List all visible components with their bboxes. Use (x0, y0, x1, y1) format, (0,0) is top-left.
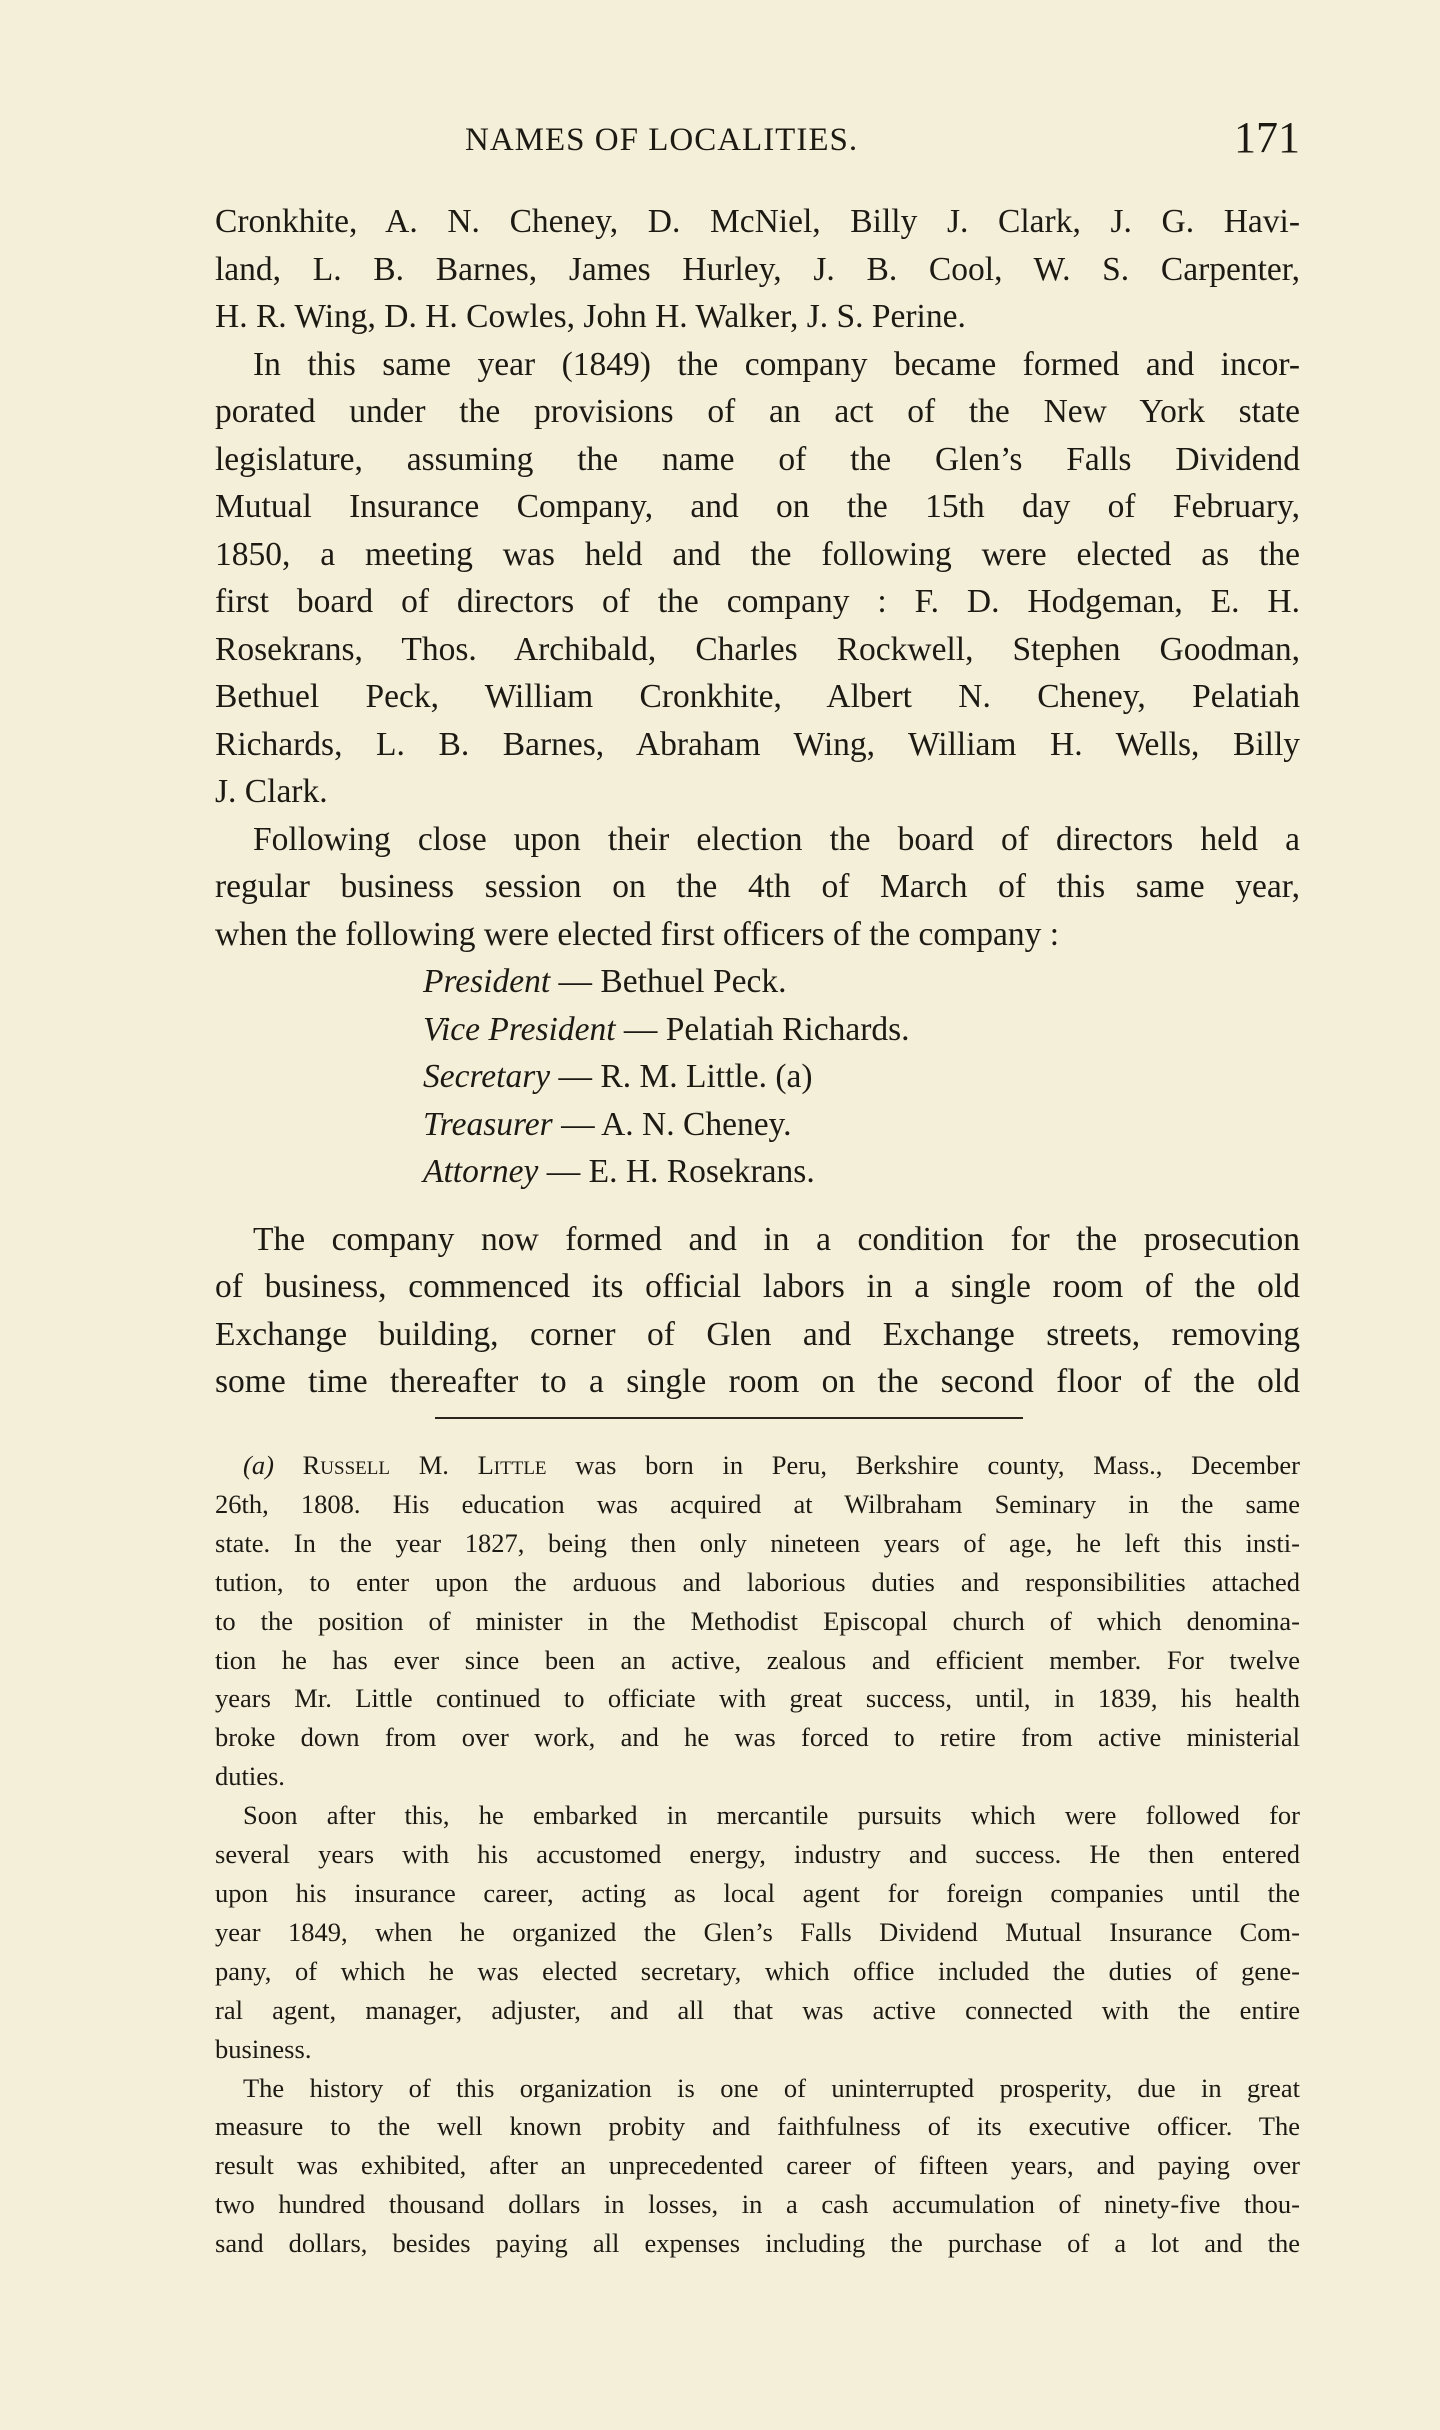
text-line: legislature, assuming the name of the Glen’s Falls Dividend (215, 440, 1300, 478)
text-line: The history of this organization is one of uninterrupted prosperity, due in great (243, 2072, 1300, 2103)
paragraph-1 (215, 198, 1300, 341)
footnote-paragraph-3 (215, 2069, 1300, 2264)
text-line: measure to the well known probity and faithfulness of its executive officer. The (215, 2111, 1300, 2142)
text-line: 1850, a meeting was held and the following were elected as the (215, 535, 1300, 573)
paragraph-4 (215, 1216, 1300, 1406)
text-line: H. R. Wing, D. H. Cowles, John H. Walker, J. S. Perine. (215, 298, 966, 335)
text-line: Cronkhite, A. N. Cheney, D. McNiel, Billy J. Clark, J. G. Havi- (215, 203, 1300, 240)
footnote-marker: (a) (243, 1450, 274, 1480)
officer-title: President (423, 963, 551, 1000)
text-line: Soon after this, he embarked in mercantile pursuits which were followed for (243, 1800, 1300, 1831)
text-line (215, 1446, 1300, 1485)
text-line: when the following were elected first officers of the company : (215, 915, 1060, 953)
spacer (215, 1196, 1300, 1216)
officer-dash: — (615, 1010, 666, 1048)
officer-treasurer (215, 1101, 1300, 1149)
footnote-first-line: was born in Peru, Berkshire county, Mass., December (546, 1450, 1300, 1480)
officer-name: Pelatiah Richards. (665, 1010, 910, 1048)
officer-vice-president (215, 1006, 1300, 1054)
text-line: result was exhibited, after an unprecedented career of fifteen years, and paying over (215, 2150, 1300, 2181)
officer-name: R. M. Little. (a) (600, 1058, 813, 1095)
text-line: Mutual Insurance Company, and on the 15th day of February, (215, 488, 1300, 525)
paragraph-2 (215, 341, 1300, 816)
text-line: land, L. B. Barnes, James Hurley, J. B. Cool, W. S. Carpenter, (215, 250, 1300, 288)
page-number: 171 (1234, 113, 1300, 162)
officer-name: Bethuel Peck. (600, 963, 787, 1000)
officer-title: Attorney (423, 1153, 539, 1190)
officer-title: Treasurer (423, 1105, 553, 1143)
text-line: some time thereafter to a single room on the second floor of the old (215, 1363, 1300, 1400)
footnote (215, 1446, 1300, 2263)
text-line: state. In the year 1827, being then only nineteen years of age, he left this insti- (215, 1527, 1300, 1558)
officer-dash: — (538, 1153, 589, 1190)
main-text (215, 198, 1300, 1406)
officer-attorney (215, 1148, 1300, 1196)
running-head: NAMES OF LOCALITIES. (465, 122, 859, 158)
text-line: In this same year (1849) the company became formed and incor- (253, 345, 1300, 383)
text-line: Following close upon their election the board of directors held a (253, 820, 1300, 858)
text-line: duties. (215, 1761, 285, 1792)
officers-list (215, 958, 1300, 1196)
officer-title: Secretary (423, 1058, 551, 1095)
footnote-paragraph-2 (215, 1796, 1300, 2068)
text-line: Richards, L. B. Barnes, Abraham Wing, William H. Wells, Billy (215, 725, 1300, 763)
text-line: Rosekrans, Thos. Archibald, Charles Rockwell, Stephen Goodman, (215, 630, 1300, 668)
officer-name: A. N. Cheney. (601, 1105, 792, 1143)
text-line: ral agent, manager, adjuster, and all that was active connected with the entire (215, 1994, 1300, 2025)
officer-president (215, 958, 1300, 1006)
text-line: business. (215, 2033, 312, 2064)
text-line: two hundred thousand dollars in losses, in a cash accumulation of ninety-five thou- (215, 2189, 1300, 2220)
text-line: 26th, 1808. His education was acquired at Wilbraham Seminary in the same (215, 1488, 1300, 1519)
text-line: tution, to enter upon the arduous and laborious duties and responsibilities attached (215, 1566, 1300, 1597)
text-line: sand dollars, besides paying all expenses including the purchase of a lot and the (215, 2228, 1300, 2259)
text-line: several years with his accustomed energy, industry and success. He then entered (215, 1839, 1300, 1870)
page-header (215, 112, 1300, 172)
text-line: regular business session on the 4th of March of this same year, (215, 868, 1300, 905)
officer-secretary (215, 1053, 1300, 1101)
text-line: broke down from over work, and he was forced to retire from active ministerial (215, 1722, 1300, 1753)
text-line: The company now formed and in a condition for the prosecution (253, 1220, 1300, 1258)
paragraph-3 (215, 816, 1300, 959)
text-line: porated under the provisions of an act of the New York state (215, 393, 1300, 430)
footnote-subject-name: Russell M. Little (302, 1450, 547, 1480)
text-line: Exchange building, corner of Glen and Exchange streets, removing (215, 1315, 1300, 1353)
footnote-paragraph-1 (215, 1446, 1300, 1796)
text-line: year 1849, when he organized the Glen’s Falls Dividend Mutual Insurance Com- (215, 1916, 1300, 1947)
officer-title: Vice President (423, 1010, 616, 1048)
officer-dash: — (552, 1105, 602, 1143)
officer-dash: — (550, 963, 601, 1000)
text-line: Bethuel Peck, William Cronkhite, Albert N. Cheney, Pelatiah (215, 678, 1300, 715)
footnote-divider (435, 1417, 1023, 1419)
text-line: of business, commenced its official labors in a single room of the old (215, 1268, 1300, 1305)
text-line: years Mr. Little continued to officiate with great success, until, in 1839, his health (215, 1683, 1300, 1714)
text-line: pany, of which he was elected secretary, which office included the duties of gene- (215, 1955, 1300, 1986)
officer-dash: — (550, 1058, 601, 1095)
text-line: upon his insurance career, acting as local agent for foreign companies until the (215, 1877, 1300, 1908)
text-line: to the position of minister in the Methodist Episcopal church of which denomina- (215, 1605, 1300, 1636)
text-line: tion he has ever since been an active, zealous and efficient member. For twelve (215, 1644, 1300, 1675)
text-line: first board of directors of the company : F. D. Hodgeman, E. H. (215, 583, 1300, 620)
officer-name: E. H. Rosekrans. (588, 1153, 815, 1190)
text-line: J. Clark. (215, 773, 328, 810)
